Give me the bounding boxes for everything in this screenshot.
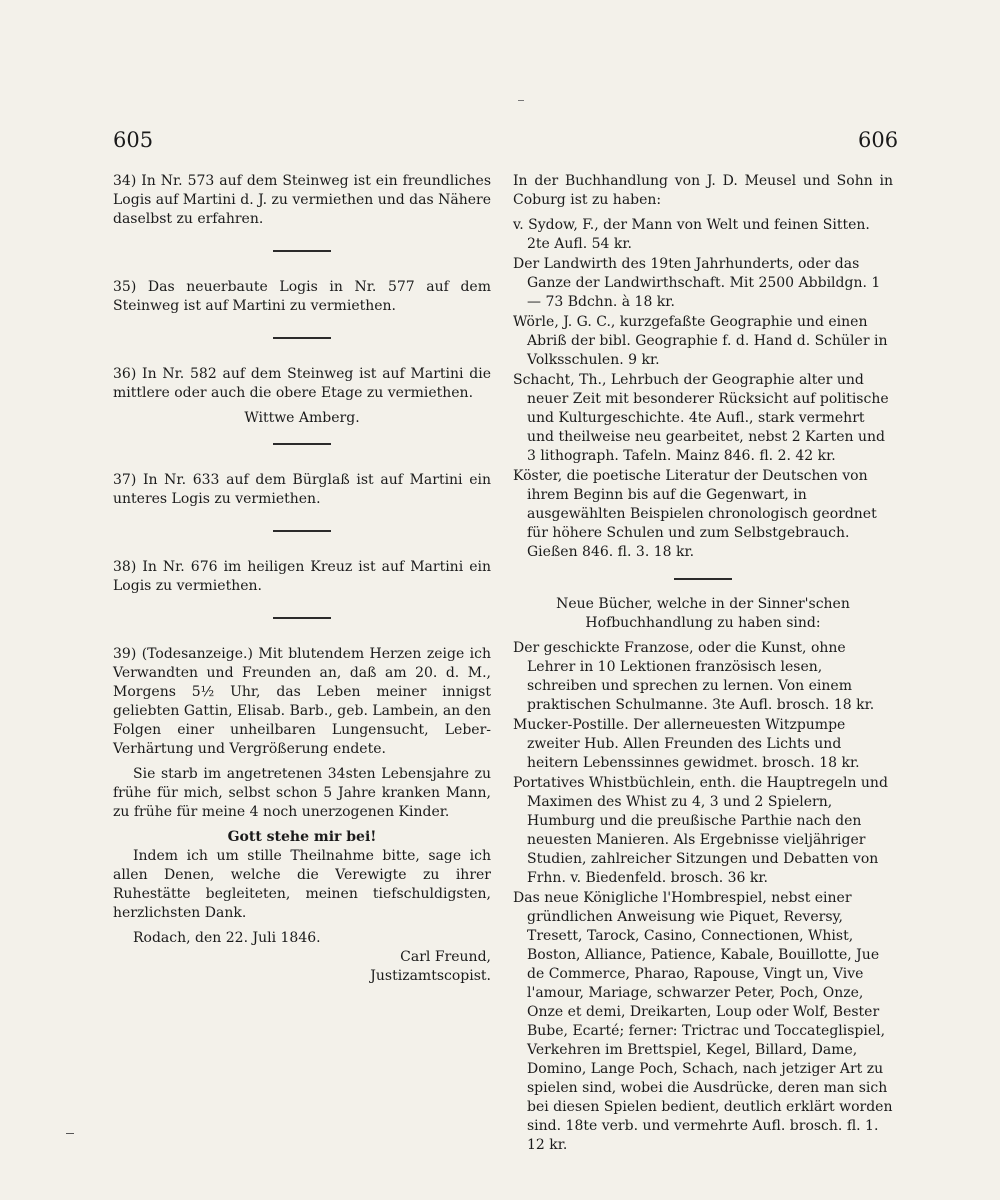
left-column: [113, 172, 491, 986]
book-listing: v. Sydow, F., der Mann von Welt und feinen Sitten. 2te Aufl. 54 kr.: [513, 217, 870, 252]
book-listing: Köster, die poetische Literatur der Deutschen von ihrem Beginn bis auf die Gegenwart, in ausgewählten Beispielen chronologisch geordnet für höhere Schulen und zum Selbstgebrauch. Gießen 846. fl. 3. 18 kr.: [513, 468, 877, 560]
ad-39-paragraph: Sie starb im angetretenen 34sten Lebensjahre zu frühe für mich, selbst schon 5 Jahre kranken Mann, zu frühe für meine 4 noch unerzogenen Kinder.: [113, 766, 491, 820]
book-listing: Wörle, J. G. C., kurzgefaßte Geographie und einen Abriß der bibl. Geographie f. d. Hand d. Schüler in Volksschulen. 9 kr.: [513, 314, 888, 368]
book-listing: Das neue Königliche l'Hombrespiel, nebst einer gründlichen Anweisung wie Piquet, Reversy, Tresett, Tarock, Casino, Connectionen, Whist, Boston, Alliance, Patience, Kabale, Bouillotte, Jue de Commerce, Pharao, Rapouse, Vingt un, Vive l'amour, Mariage, schwarzer Peter, Poch, Onze, Onze et demi, Dreikarten, Loup oder Wolf, Bester Bube, Ecarté; ferner: Trictrac und Toccateglispiel, Verkehren im Brettspiel, Kegel, Billard, Dame, Domino, Lange Poch, Schach, nach jetziger Art zu spielen sind, wobei die Ausdrücke, deren man sich bei diesen Spielen bedient, deutlich erklärt worden sind. 18te verb. und vermehrte Aufl. brosch. fl. 1. 12 kr.: [513, 890, 893, 1153]
book-listing: Mucker-Postille. Der allerneuesten Witzpumpe zweiter Hub. Allen Freunden des Lichts und heitern Lebenssinnes gewidmet. brosch. 18 kr.: [513, 717, 860, 771]
ad-37: 37) In Nr. 633 auf dem Bürglaß ist auf Martini ein unteres Logis zu vermiethen.: [113, 472, 491, 507]
ad-38: 38) In Nr. 676 im heiligen Kreuz ist auf Martini ein Logis zu vermiethen.: [113, 559, 491, 594]
bookshop-sinner-header: Neue Bücher, welche in der Sinner'schen Hofbuchhandlung zu haben sind:: [556, 596, 850, 631]
ad-39-signer-title: Justizamtscopist.: [370, 968, 491, 984]
print-speck: [518, 100, 524, 101]
ad-39-invocation: Gott stehe mir bei!: [227, 829, 377, 845]
ad-36: 36) In Nr. 582 auf dem Steinweg ist auf Martini die mittlere oder auch die obere Etage zu vermiethen.: [113, 366, 491, 401]
book-listing: Der Landwirth des 19ten Jahrhunderts, oder das Ganze der Landwirthschaft. Mit 2500 Abbildgn. 1 — 73 Bdchn. à 18 kr.: [513, 256, 881, 310]
ad-39-signer-name: Carl Freund,: [400, 949, 491, 965]
book-listing: Schacht, Th., Lehrbuch der Geographie alter und neuer Zeit mit besonderer Rücksicht auf politische und Kulturgeschichte. 4te Aufl., stark vermehrt und theilweise neu gearbeitet, nebst 2 Karten und 3 lithograph. Tafeln. Mainz 846. fl. 2. 42 kr.: [513, 372, 889, 464]
ad-39-death-notice: 39) (Todesanzeige.) Mit blutendem Herzen zeige ich Verwandten und Freunden an, daß am 20. d. M., Morgens 5½ Uhr, das Leben meiner innigst geliebten Gattin, Elisab. Barb., geb. Lambein, an den Folgen einer unheilbaren Lungensucht, Leber-Verhärtung und Vergrößerung endete.: [113, 646, 491, 757]
book-listing: Portatives Whistbüchlein, enth. die Hauptregeln und Maximen des Whist zu 4, 3 und 2 Spielern, Humburg und die preußische Parthie nach den neuesten Manieren. Als Ergebnisse vieljähriger Studien, zahlreicher Sitzungen und Debatten von Frhn. v. Biedenfeld. brosch. 36 kr.: [513, 775, 888, 886]
ad-39-place-date: Rodach, den 22. Juli 1846.: [133, 930, 321, 946]
right-column: [513, 172, 893, 1156]
ad-34: 34) In Nr. 573 auf dem Steinweg ist ein freundliches Logis auf Martini d. J. zu vermiethen und das Nähere daselbst zu erfahren.: [113, 173, 491, 227]
ad-35: 35) Das neuerbaute Logis in Nr. 577 auf dem Steinweg ist auf Martini zu vermiethen.: [113, 279, 491, 314]
right-page-number: 606: [858, 128, 899, 152]
ad-36-signature: Wittwe Amberg.: [244, 410, 360, 426]
bookshop-meusel-header: In der Buchhandlung von J. D. Meusel und Sohn in Coburg ist zu haben:: [513, 173, 893, 208]
book-listing: Der geschickte Franzose, oder die Kunst, ohne Lehrer in 10 Lektionen französisch lesen, schreiben und sprechen zu lernen. Von einem praktischen Schulmanne. 3te Aufl. brosch. 18 kr.: [513, 640, 875, 713]
margin-mark: [66, 1133, 74, 1134]
left-page-number: 605: [113, 128, 154, 152]
ad-39-thanks: Indem ich um stille Theilnahme bitte, sage ich allen Denen, welche die Verewigte zu ihrer Ruhestätte begleiteten, meinen tiefschuldigsten, herzlichsten Dank.: [113, 848, 491, 921]
